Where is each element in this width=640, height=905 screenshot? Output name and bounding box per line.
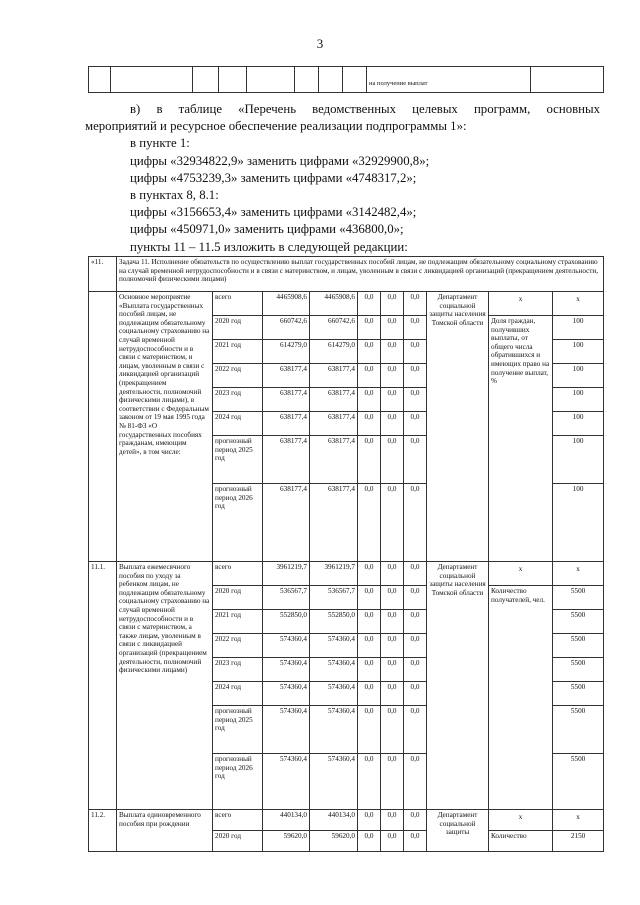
total-cell: 638177,4 (263, 484, 310, 562)
local-cell: 0,0 (381, 316, 404, 340)
para-line-7: цифры «3156653,4» заменить цифрами «3142482,4»; (130, 205, 417, 220)
total-cell: 59620,0 (263, 831, 310, 852)
federal-cell: 660742,6 (310, 316, 358, 340)
regional-cell: 0,0 (358, 484, 381, 562)
indicator-value-cell: х (553, 562, 604, 586)
regional-cell: 0,0 (358, 388, 381, 412)
para-line-6: в пунктах 8, 8.1: (130, 188, 219, 203)
local-cell: 0,0 (381, 436, 404, 484)
local-cell: 0,0 (381, 682, 404, 706)
page-number: 3 (316, 36, 324, 51)
indicator-x-cell: х (489, 810, 553, 831)
para-line-9: пункты 11 – 11.5 изложить в следующей редакции: (130, 239, 408, 254)
total-cell: 614279,0 (263, 340, 310, 364)
period-cell: 2023 год (213, 388, 263, 412)
other-cell: 0,0 (404, 586, 427, 610)
para-line-3: в пункте 1: (130, 136, 190, 151)
federal-cell: 574360,4 (310, 754, 358, 810)
local-cell: 0,0 (381, 634, 404, 658)
period-cell: 2024 год (213, 412, 263, 436)
indicator-value-cell: 5500 (553, 682, 604, 706)
federal-cell: 4465908,6 (310, 292, 358, 316)
federal-cell: 638177,4 (310, 484, 358, 562)
period-cell: прогнозный период 2025 год (213, 706, 263, 754)
federal-cell: 59620,0 (310, 831, 358, 852)
local-cell: 0,0 (381, 484, 404, 562)
indicator-x-cell: х (489, 292, 553, 316)
row-number: 11.1. (89, 562, 117, 810)
measure-name: Основное мероприятие «Выплата государственных пособий лицам, не подлежащим обязательному социальному страхованию на случай временной нетрудоспособности и в связи с материнством, и лицам, уволенным в связи с ликвидацией организаций (прекращением деятельности, полномочий физическими лицами), в соответствии с Федеральным законом от 19 мая 1995 года № 81-ФЗ «О государственных пособиях гражданам, имеющим детей», в том числе: (117, 292, 213, 562)
period-cell: всего (213, 292, 263, 316)
regional-cell: 0,0 (358, 634, 381, 658)
total-cell: 574360,4 (263, 634, 310, 658)
regional-cell: 0,0 (358, 562, 381, 586)
regional-cell: 0,0 (358, 831, 381, 852)
indicator-value-cell: 5500 (553, 658, 604, 682)
executor-cell: Департамент социальной защиты населения Томской области (427, 292, 489, 562)
indicator-value-cell: 5500 (553, 706, 604, 754)
indicator-name-cell: Количество получателей, чел. (489, 586, 553, 810)
other-cell: 0,0 (404, 364, 427, 388)
period-cell: 2021 год (213, 610, 263, 634)
total-cell: 574360,4 (263, 682, 310, 706)
para-line-4: цифры «32934822,9» заменить цифрами «32929900,8»; (130, 153, 430, 168)
other-cell: 0,0 (404, 340, 427, 364)
other-cell: 0,0 (404, 831, 427, 852)
regional-cell: 0,0 (358, 340, 381, 364)
period-cell: 2022 год (213, 364, 263, 388)
other-cell: 0,0 (404, 436, 427, 484)
indicator-value-cell: 100 (553, 316, 604, 340)
other-cell: 0,0 (404, 562, 427, 586)
task-row (89, 257, 604, 292)
total-cell: 638177,4 (263, 364, 310, 388)
federal-cell: 638177,4 (310, 364, 358, 388)
para-line-1: в) в таблице «Перечень ведомственных целевых программ, основных (130, 102, 600, 116)
regional-cell: 0,0 (358, 610, 381, 634)
indicator-value-cell: 100 (553, 340, 604, 364)
federal-cell: 574360,4 (310, 682, 358, 706)
period-cell: 2020 год (213, 316, 263, 340)
indicator-value-cell: 5500 (553, 610, 604, 634)
measure-name: Выплата единовременного пособия при рождении (117, 810, 213, 852)
period-cell: 2020 год (213, 586, 263, 610)
table-row (89, 292, 604, 316)
indicator-value-cell: 100 (553, 484, 604, 562)
regional-cell: 0,0 (358, 658, 381, 682)
total-cell: 3961219,7 (263, 562, 310, 586)
federal-cell: 638177,4 (310, 388, 358, 412)
indicator-x-cell: х (489, 562, 553, 586)
federal-cell: 614279,0 (310, 340, 358, 364)
indicator-value-cell: 2150 (553, 831, 604, 852)
regional-cell: 0,0 (358, 810, 381, 831)
other-cell: 0,0 (404, 292, 427, 316)
total-cell: 536567,7 (263, 586, 310, 610)
total-cell: 574360,4 (263, 706, 310, 754)
regional-cell: 0,0 (358, 754, 381, 810)
federal-cell: 440134,0 (310, 810, 358, 831)
local-cell: 0,0 (381, 412, 404, 436)
para-line-8: цифры «450971,0» заменить цифрами «436800,0»; (130, 222, 404, 237)
period-cell: всего (213, 562, 263, 586)
amendment-text (85, 101, 600, 256)
indicator-value-cell: 5500 (553, 586, 604, 610)
indicator-value-cell: х (553, 810, 604, 831)
regional-cell: 0,0 (358, 682, 381, 706)
other-cell: 0,0 (404, 658, 427, 682)
indicator-value-cell: 100 (553, 364, 604, 388)
total-cell: 638177,4 (263, 436, 310, 484)
total-cell: 4465908,6 (263, 292, 310, 316)
row-number (89, 292, 117, 562)
indicator-value-cell: 100 (553, 436, 604, 484)
period-cell: 2024 год (213, 682, 263, 706)
para-line-5: цифры «4753239,3» заменить цифрами «4748317,2»; (130, 170, 417, 185)
previous-table-tail (88, 66, 604, 93)
period-cell: прогнозный период 2026 год (213, 484, 263, 562)
total-cell: 660742,6 (263, 316, 310, 340)
local-cell: 0,0 (381, 610, 404, 634)
regional-cell: 0,0 (358, 586, 381, 610)
other-cell: 0,0 (404, 810, 427, 831)
other-cell: 0,0 (404, 634, 427, 658)
period-cell: 2023 год (213, 658, 263, 682)
regional-cell: 0,0 (358, 412, 381, 436)
other-cell: 0,0 (404, 412, 427, 436)
regional-cell: 0,0 (358, 292, 381, 316)
federal-cell: 574360,4 (310, 706, 358, 754)
indicator-value-cell: 5500 (553, 634, 604, 658)
executor-cell: Департамент социальной защиты населения Томской области (427, 562, 489, 810)
local-cell: 0,0 (381, 340, 404, 364)
local-cell: 0,0 (381, 292, 404, 316)
row-number: 11.2. (89, 810, 117, 852)
period-cell: 2022 год (213, 634, 263, 658)
other-cell: 0,0 (404, 754, 427, 810)
other-cell: 0,0 (404, 682, 427, 706)
total-cell: 574360,4 (263, 658, 310, 682)
local-cell: 0,0 (381, 364, 404, 388)
period-cell: 2020 год (213, 831, 263, 852)
task-number: «11. (89, 257, 117, 292)
indicator-value-cell: 5500 (553, 754, 604, 810)
total-cell: 552850,0 (263, 610, 310, 634)
federal-cell: 536567,7 (310, 586, 358, 610)
para-line-2: мероприятий и ресурсное обеспечение реализации подпрограммы 1»: (85, 119, 467, 134)
other-cell: 0,0 (404, 316, 427, 340)
local-cell: 0,0 (381, 706, 404, 754)
local-cell: 0,0 (381, 586, 404, 610)
indicator-value-cell: 100 (553, 388, 604, 412)
other-cell: 0,0 (404, 706, 427, 754)
period-cell: прогнозный период 2025 год (213, 436, 263, 484)
indicator-name-cell: Количество (489, 831, 553, 852)
period-cell: 2021 год (213, 340, 263, 364)
indicator-value-cell: х (553, 292, 604, 316)
measure-name: Выплата ежемесячного пособия по уходу за ребенком лицам, не подлежащим обязательному социальному страхованию на случай временной нетрудоспособности и в связи с материнством, а также лицам, уволенным в связи с ликвидацией организаций (прекращением деятельности, полномочий физическими лицами) (117, 562, 213, 810)
indicator-value-cell: 100 (553, 412, 604, 436)
federal-cell: 638177,4 (310, 412, 358, 436)
indicator-name-cell: Доля граждан, получивших выплаты, от общего числа обратившихся и имеющих право на получение выплат, % (489, 316, 553, 562)
task-text: Задача 11. Исполнение обязательств по осуществлению выплат государственных пособий лицам, не подлежащим обязательному социальному страхованию на случай временной нетрудоспособности и в связи с материнством, и лицам, уволенным в связи с ликвидацией организаций (прекращением деятельности, полномочий физическими лицами) (117, 257, 604, 292)
total-cell: 440134,0 (263, 810, 310, 831)
total-cell: 638177,4 (263, 412, 310, 436)
period-cell: прогнозный период 2026 год (213, 754, 263, 810)
table-row (89, 810, 604, 831)
other-cell: 0,0 (404, 388, 427, 412)
total-cell: 574360,4 (263, 754, 310, 810)
table-row (89, 562, 604, 586)
regional-cell: 0,0 (358, 436, 381, 484)
federal-cell: 574360,4 (310, 658, 358, 682)
regional-cell: 0,0 (358, 316, 381, 340)
other-cell: 0,0 (404, 484, 427, 562)
federal-cell: 3961219,7 (310, 562, 358, 586)
federal-cell: 574360,4 (310, 634, 358, 658)
other-cell: 0,0 (404, 610, 427, 634)
local-cell: 0,0 (381, 754, 404, 810)
period-cell: всего (213, 810, 263, 831)
top-row-text: на получение выплат (367, 67, 531, 93)
programs-table (88, 256, 604, 852)
regional-cell: 0,0 (358, 706, 381, 754)
local-cell: 0,0 (381, 658, 404, 682)
total-cell: 638177,4 (263, 388, 310, 412)
federal-cell: 552850,0 (310, 610, 358, 634)
local-cell: 0,0 (381, 810, 404, 831)
executor-cell: Департамент социальной защиты (427, 810, 489, 852)
federal-cell: 638177,4 (310, 436, 358, 484)
local-cell: 0,0 (381, 562, 404, 586)
local-cell: 0,0 (381, 831, 404, 852)
regional-cell: 0,0 (358, 364, 381, 388)
local-cell: 0,0 (381, 388, 404, 412)
